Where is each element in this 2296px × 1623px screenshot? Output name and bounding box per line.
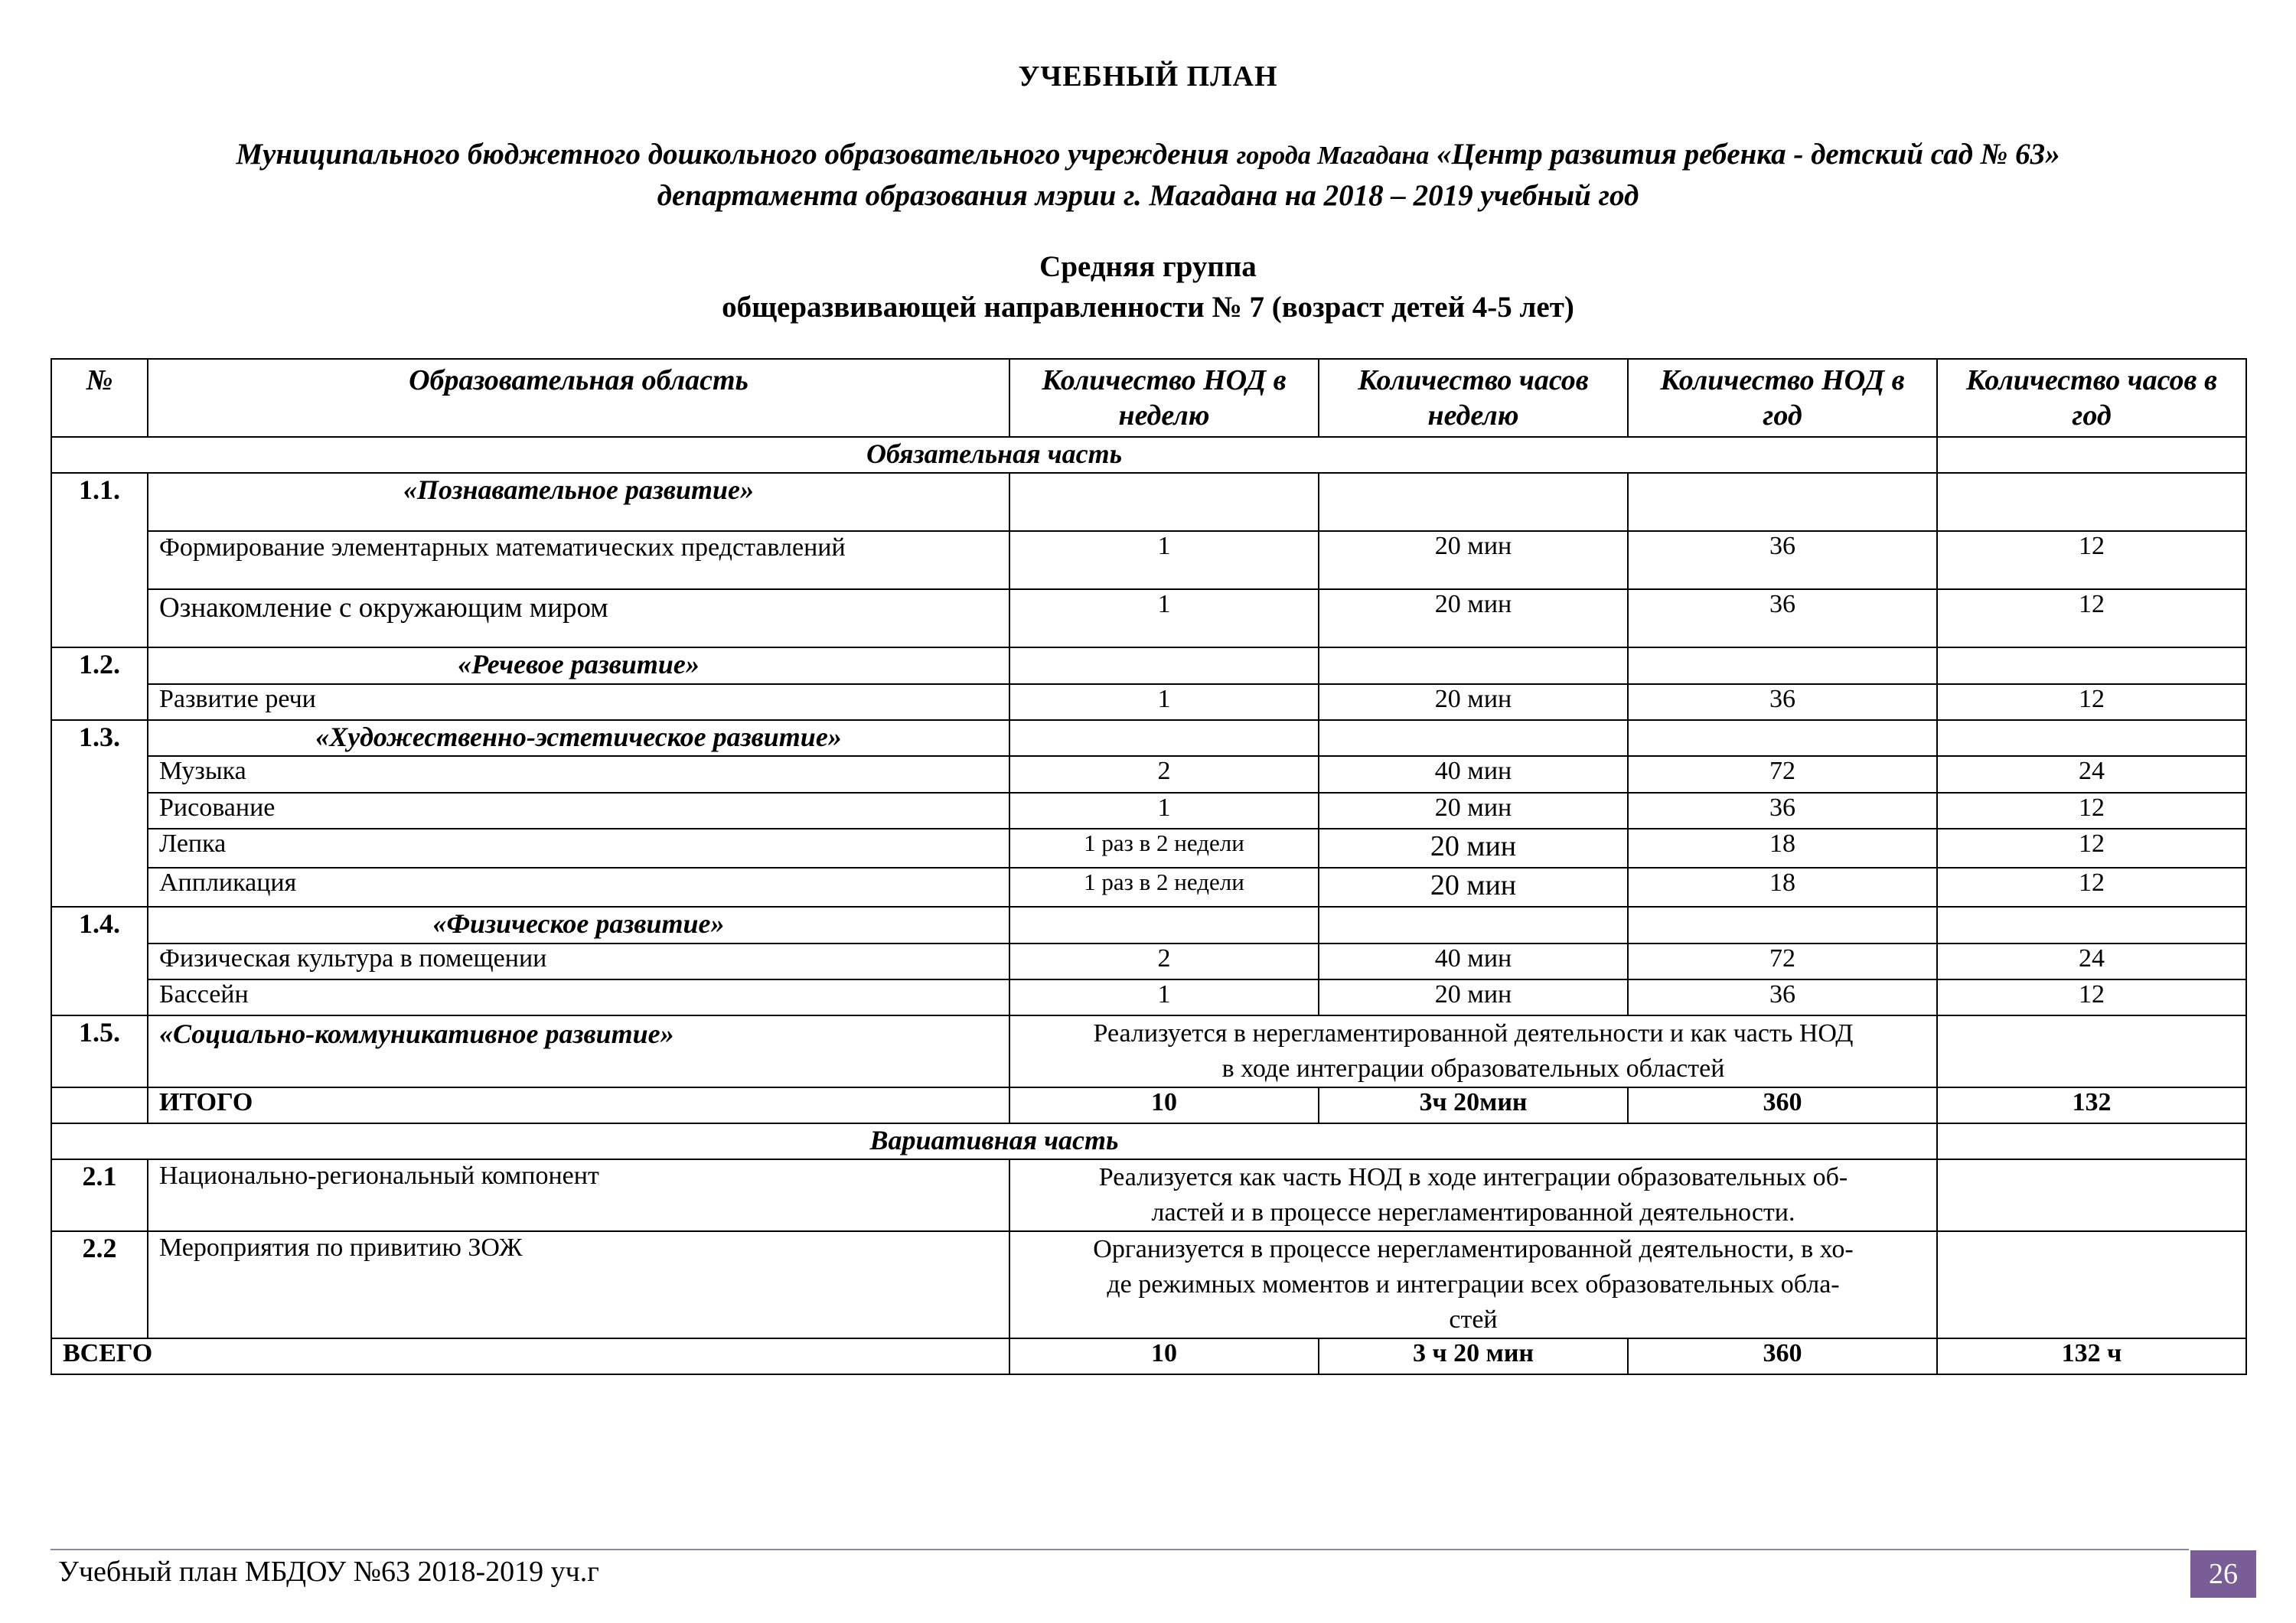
subject-label: Физическая культура в помещении: [148, 943, 1009, 979]
note-line: Реализуется как часть НОД в ходе интеграции образовательных об-: [1098, 1163, 1848, 1191]
nod-week-value: 1: [1009, 589, 1319, 647]
row-number: 1.5.: [51, 1015, 148, 1087]
table-row: [51, 1159, 2246, 1231]
nod-week-value: 2: [1009, 943, 1319, 979]
row-number: 1.3.: [51, 720, 148, 907]
row-number: 2.2: [51, 1231, 148, 1338]
table-row: [51, 473, 2246, 531]
empty-cell: [1319, 647, 1628, 684]
section-required-label: Обязательная часть: [51, 437, 1937, 473]
hours-week-value: 40 мин: [1319, 756, 1628, 793]
group-name: Средняя группа: [1039, 250, 1257, 283]
empty-cell: [1628, 720, 1937, 756]
note-line: стей: [1449, 1305, 1498, 1334]
row-number: 1.2.: [51, 647, 148, 720]
header-num: №: [51, 359, 148, 437]
area-title: «Социально-коммуникативное развитие»: [148, 1015, 1009, 1087]
subtitle-institution: Муниципального бюджетного дошкольного образовательного учреждения: [236, 138, 1229, 171]
nod-year-value: 36: [1628, 531, 1937, 589]
section-variable-label: Вариативная часть: [51, 1123, 1937, 1159]
nod-year-value: 18: [1628, 868, 1937, 907]
empty-cell: [1009, 647, 1319, 684]
table-row: [51, 720, 2246, 756]
header-hours-year: Количество часов в год: [1937, 359, 2246, 437]
empty-cell: [1937, 473, 2246, 531]
note-line: де режимных моментов и интеграции всех образовательных обла-: [1107, 1270, 1840, 1299]
empty-cell: [1937, 720, 2246, 756]
group-description: общеразвивающей направленности № 7 (возраст детей 4-5 лет): [722, 291, 1574, 324]
component-label: Мероприятия по привитию ЗОЖ: [148, 1231, 1009, 1338]
hours-year-value: 24: [1937, 943, 2246, 979]
subject-label: Бассейн: [148, 979, 1009, 1015]
table-row: [51, 589, 2246, 647]
table-row: [51, 1231, 2246, 1338]
table-row: [51, 1015, 2246, 1087]
table-row: [51, 756, 2246, 793]
hours-week-value: 20 мин: [1319, 829, 1628, 868]
nod-year-value: 36: [1628, 684, 1937, 720]
empty-cell: [1009, 907, 1319, 943]
total-label: ИТОГО: [148, 1087, 1009, 1123]
grand-total-label: ВСЕГО: [51, 1338, 1009, 1374]
row-number: 1.4.: [51, 907, 148, 1015]
row-number: 1.1.: [51, 473, 148, 647]
empty-cell: [1937, 1159, 2246, 1231]
empty-cell: [51, 1087, 148, 1123]
section-row-variable: [51, 1123, 2246, 1159]
nod-year-value: 18: [1628, 829, 1937, 868]
total-hours-week: 3ч 20мин: [1319, 1087, 1628, 1123]
empty-cell: [1628, 907, 1937, 943]
subtitle-line-2: департамента образования мэрии г. Магадана на 2018 – 2019 учебный год: [657, 179, 1639, 212]
table-header-row: [51, 359, 2246, 437]
nod-year-value: 36: [1628, 589, 1937, 647]
note-line: Реализуется в нерегламентированной деятельности и как часть НОД: [1093, 1019, 1854, 1048]
grand-total-nod-week: 10: [1009, 1338, 1319, 1374]
row-number: 2.1: [51, 1159, 148, 1231]
hours-year-value: 12: [1937, 868, 2246, 907]
empty-cell: [1319, 720, 1628, 756]
table-row: [51, 979, 2246, 1015]
subject-label: Рисование: [148, 793, 1009, 829]
subtitle-city: города Магадана: [1236, 142, 1430, 170]
group-heading: [0, 246, 2296, 328]
header-hours-week: Количество часов неделю: [1319, 359, 1628, 437]
hours-week-value: 20 мин: [1319, 684, 1628, 720]
footer-text: Учебный план МБДОУ №63 2018-2019 уч.г: [58, 1556, 599, 1588]
table-row: [51, 793, 2246, 829]
header-nod-week: Количество НОД в неделю: [1009, 359, 1319, 437]
subject-label: Лепка: [148, 829, 1009, 868]
empty-cell: [1009, 720, 1319, 756]
hours-week-value: 20 мин: [1319, 979, 1628, 1015]
empty-cell: [1628, 647, 1937, 684]
empty-cell: [1937, 437, 2246, 473]
hours-week-value: 20 мин: [1319, 868, 1628, 907]
nod-year-value: 36: [1628, 979, 1937, 1015]
header-area: Образовательная область: [148, 359, 1009, 437]
nod-week-value: 1: [1009, 793, 1319, 829]
grand-total-nod-year: 360: [1628, 1338, 1937, 1374]
table-row: [51, 907, 2246, 943]
nod-week-value: 1 раз в 2 недели: [1009, 829, 1319, 868]
empty-cell: [1937, 1123, 2246, 1159]
curriculum-table: [51, 358, 2247, 1375]
table-row: [51, 531, 2246, 589]
subtitle-line-1: [0, 135, 2296, 176]
subject-label: Развитие речи: [148, 684, 1009, 720]
note-line: Организуется в процессе нерегламентированной деятельности, в хо-: [1093, 1235, 1854, 1263]
empty-cell: [1937, 1231, 2246, 1338]
area-title: «Познавательное развитие»: [148, 473, 1009, 531]
hours-week-value: 20 мин: [1319, 531, 1628, 589]
nod-year-value: 72: [1628, 943, 1937, 979]
grand-total-row: [51, 1338, 2246, 1374]
empty-cell: [1319, 907, 1628, 943]
hours-year-value: 12: [1937, 589, 2246, 647]
subject-label: Формирование элементарных математических представлений: [148, 531, 1009, 589]
nod-week-value: 2: [1009, 756, 1319, 793]
section-row-required: [51, 437, 2246, 473]
implementation-note: [1009, 1231, 1937, 1338]
empty-cell: [1009, 473, 1319, 531]
table-row: [51, 684, 2246, 720]
implementation-note: [1009, 1159, 1937, 1231]
note-line: ластей и в процессе нерегламентированной деятельности.: [1151, 1198, 1795, 1227]
page-number: 26: [2190, 1550, 2256, 1598]
hours-year-value: 12: [1937, 979, 2246, 1015]
hours-year-value: 12: [1937, 793, 2246, 829]
hours-year-value: 12: [1937, 531, 2246, 589]
empty-cell: [1937, 647, 2246, 684]
subject-label: Аппликация: [148, 868, 1009, 907]
grand-total-hours-week: 3 ч 20 мин: [1319, 1338, 1628, 1374]
empty-cell: [1937, 907, 2246, 943]
implementation-note: [1009, 1015, 1937, 1087]
total-nod-year: 360: [1628, 1087, 1937, 1123]
subject-label: Ознакомление с окружающим миром: [148, 589, 1009, 647]
area-title: «Художественно-эстетическое развитие»: [148, 720, 1009, 756]
grand-total-hours-year: 132 ч: [1937, 1338, 2246, 1374]
hours-week-value: 40 мин: [1319, 943, 1628, 979]
nod-week-value: 1: [1009, 684, 1319, 720]
area-title: «Речевое развитие»: [148, 647, 1009, 684]
hours-year-value: 12: [1937, 684, 2246, 720]
empty-cell: [1319, 473, 1628, 531]
hours-year-value: 12: [1937, 829, 2246, 868]
hours-week-value: 20 мин: [1319, 793, 1628, 829]
empty-cell: [1937, 1015, 2246, 1087]
nod-year-value: 36: [1628, 793, 1937, 829]
nod-week-value: 1: [1009, 979, 1319, 1015]
subtitle-center-name: «Центр развития ребенка - детский сад № 63»: [1437, 138, 2060, 171]
table-row: [51, 943, 2246, 979]
total-hours-year: 132: [1937, 1087, 2246, 1123]
table-row: [51, 829, 2246, 868]
document-title: УЧЕБНЫЙ ПЛАН: [1018, 60, 1278, 93]
empty-cell: [1628, 473, 1937, 531]
nod-year-value: 72: [1628, 756, 1937, 793]
nod-week-value: 1 раз в 2 недели: [1009, 868, 1319, 907]
area-title: «Физическое развитие»: [148, 907, 1009, 943]
subject-label: Музыка: [148, 756, 1009, 793]
document-subtitle: [0, 135, 2296, 216]
total-row: [51, 1087, 2246, 1123]
total-nod-week: 10: [1009, 1087, 1319, 1123]
hours-year-value: 24: [1937, 756, 2246, 793]
table-row: [51, 868, 2246, 907]
nod-week-value: 1: [1009, 531, 1319, 589]
header-nod-year: Количество НОД в год: [1628, 359, 1937, 437]
component-label: Национально-региональный компонент: [148, 1159, 1009, 1231]
note-line: в ходе интеграции образовательных областей: [1221, 1054, 1725, 1083]
table-row: [51, 647, 2246, 684]
hours-week-value: 20 мин: [1319, 589, 1628, 647]
